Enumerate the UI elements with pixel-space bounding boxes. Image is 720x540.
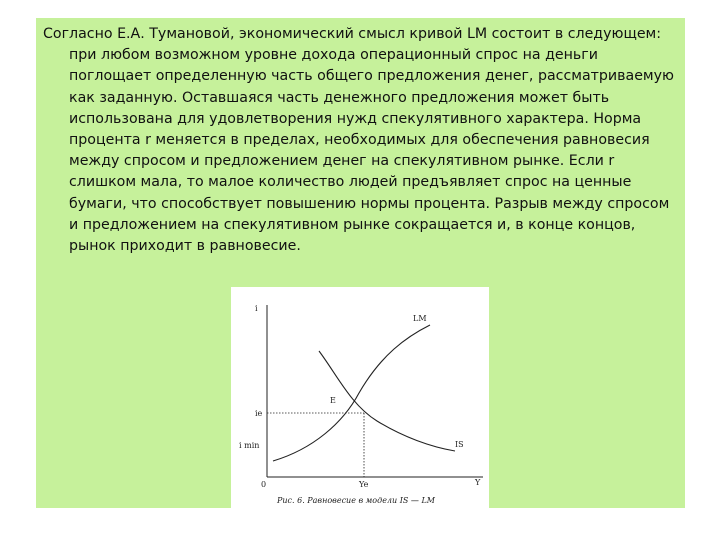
ye-label: Ye xyxy=(359,480,369,489)
body-text xyxy=(43,24,683,257)
is-lm-figure xyxy=(231,287,489,508)
origin-label: 0 xyxy=(261,480,267,489)
body-text-continuation: при любом возможном уровне дохода операционный спрос на деньги поглощает определенную часть общего предложения денег, рассматриваемую как заданную. Оставшаяся часть денежного предложения может быть использована для удовлетворения нужд спекулятивного характера. Норма процента r меняется в пределах, необходимых для обеспечения равновесия между спросом и предложением денег на спекулятивном рынке. Если r слишком мала, то малое количество людей предъявляет спрос на ценные бумаги, что способствует повышению нормы процента. Разрыв между спросом и предложением на спекулятивном рынке сокращается и, в конце концов, рынок приходит в равновесие. xyxy=(69,47,674,255)
figure-caption: Рис. 6. Равновесие в модели IS — LM xyxy=(277,496,435,505)
is-curve xyxy=(319,351,455,451)
is-lm-graph xyxy=(231,287,489,508)
lm-label: LM xyxy=(413,314,427,323)
imin-label: i min xyxy=(239,441,260,450)
lm-curve xyxy=(273,325,430,461)
is-label: IS xyxy=(455,440,464,449)
body-text-first-line: Согласно Е.А. Тумановой, экономический смысл кривой LM состоит в следующем: xyxy=(43,26,662,42)
ie-label: ie xyxy=(255,409,263,418)
y-axis-label: i xyxy=(255,304,258,313)
x-axis-label: Y xyxy=(475,478,481,487)
equilibrium-label: E xyxy=(330,396,336,405)
